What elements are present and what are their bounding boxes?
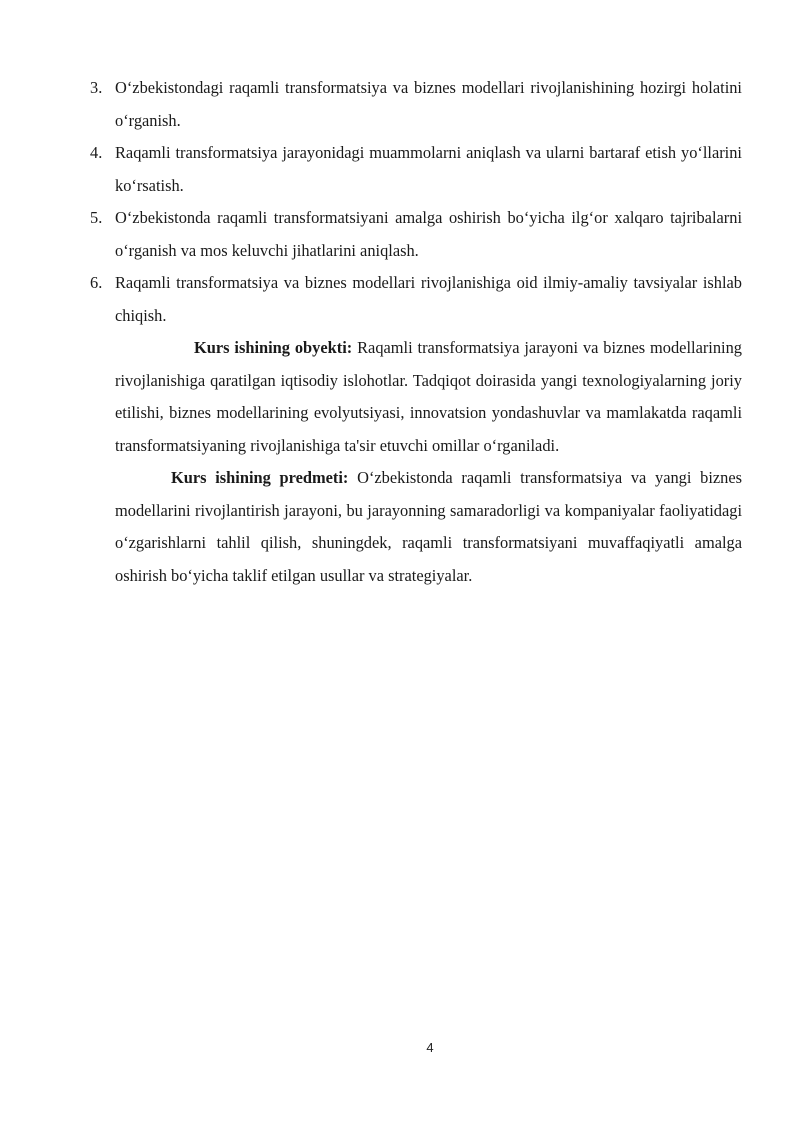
page-content (90, 72, 742, 592)
list-item-number: 6. (90, 273, 103, 292)
list-item-text: Raqamli transformatsiya va biznes modellari rivojlanishiga oid ilmiy-amaliy tavsiyalar ishlab chiqish. (115, 273, 742, 325)
list-item-number: 4. (90, 143, 103, 162)
list-item-text: O‘zbekistondagi raqamli transformatsiya va biznes modellari rivojlanishining hozirgi holatini o‘rganish. (115, 78, 742, 130)
subject-text: O‘zbekistonda raqamli transformatsiya va yangi biznes modellarini rivojlantirish jarayoni, bu jarayonning samaradorligi va kompaniyalar faoliyatidagi o‘zgarishlarni tahlil qilish, shuningdek, raqamli transformatsiyani muvaffaqiyatli amalga oshirish bo‘yicha taklif etilgan usullar va strategiyalar. (115, 468, 742, 585)
list-item-number: 5. (90, 208, 103, 227)
list-item (90, 72, 742, 137)
list-item-text: Raqamli transformatsiya jarayonidagi muammolarni aniqlash va ularni bartaraf etish yo‘llarini ko‘rsatish. (115, 143, 742, 195)
list-item (90, 267, 742, 332)
list-item-number: 3. (90, 78, 103, 97)
list-item (90, 202, 742, 267)
page-number: 4 (426, 1040, 434, 1055)
subject-heading: Kurs ishining predmeti: (171, 468, 349, 487)
object-paragraph (90, 332, 742, 462)
list-item-text: O‘zbekistonda raqamli transformatsiyani amalga oshirish bo‘yicha ilg‘or xalqaro tajribalarni o‘rganish va mos keluvchi jihatlarini aniqlash. (115, 208, 742, 260)
object-text: Raqamli transformatsiya jarayoni va biznes modellarining rivojlanishiga qaratilgan iqtisodiy islohotlar. Tadqiqot doirasida yangi texnologiyalarning joriy etilishi, biznes modellarining evolyutsiyasi, innovatsion yondashuvlar va mamlakatda raqamli transformatsiyaning rivojlanishiga ta'sir etuvchi omillar o‘rganiladi. (115, 338, 742, 455)
subject-paragraph (90, 462, 742, 592)
list-item (90, 137, 742, 202)
object-heading: Kurs ishining obyekti: (194, 338, 353, 357)
